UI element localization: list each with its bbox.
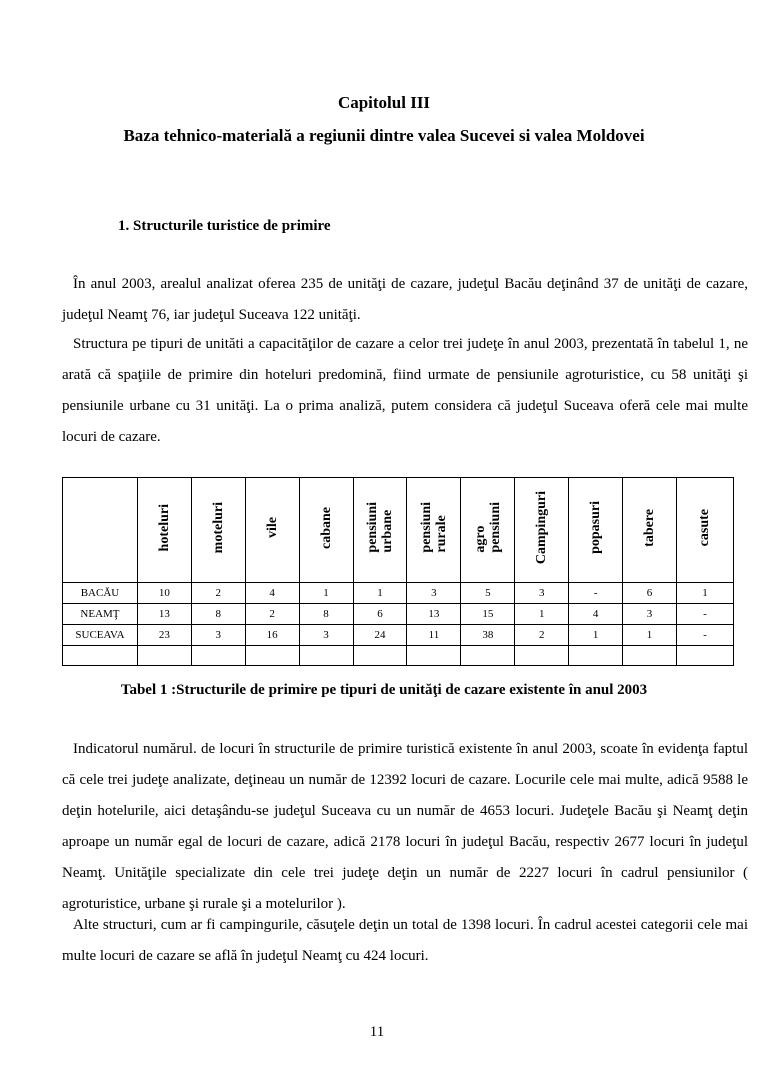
table-empty-cell: [623, 646, 677, 666]
column-header: [137, 478, 191, 583]
accommodation-table: [62, 477, 734, 666]
table-empty-cell: [569, 646, 623, 666]
table-cell: 4: [245, 583, 299, 604]
column-header-label: hoteluri: [156, 503, 172, 552]
column-header: [515, 478, 569, 583]
table-cell: 3: [299, 625, 353, 646]
table-row: [63, 583, 734, 604]
table-cell: 3: [191, 625, 245, 646]
column-header: [676, 478, 733, 583]
table-empty-cell: [461, 646, 515, 666]
table-empty-row: [63, 646, 734, 666]
table-empty-cell: [191, 646, 245, 666]
column-header: [353, 478, 407, 583]
page-number: 11: [369, 1024, 385, 1040]
table-cell: 8: [191, 604, 245, 625]
column-header-label: agro pensiuni: [472, 502, 503, 553]
paragraph-other-structures: Alte structuri, cum ar fi campingurile, căsuţele deţin un total de 1398 locuri. În cadrul acestei categorii cele mai multe locuri de cazare se află în judeţul Neamţ cu 424 locuri.: [62, 917, 748, 964]
column-header-label: popasuri: [588, 501, 604, 554]
column-header: [299, 478, 353, 583]
chapter-title: Baza tehnico-materială a regiunii dintre valea Sucevei si valea Moldovei: [123, 126, 645, 145]
column-header-label: moteluri: [210, 501, 226, 554]
table-cell: 3: [407, 583, 461, 604]
table-cell: 24: [353, 625, 407, 646]
table-cell: 1: [299, 583, 353, 604]
column-header-label: tabere: [642, 508, 658, 547]
table-empty-cell: [299, 646, 353, 666]
table-cell: 13: [407, 604, 461, 625]
row-label: NEAMŢ: [63, 604, 138, 625]
column-header: [461, 478, 515, 583]
column-header: [623, 478, 677, 583]
row-label: BACĂU: [63, 583, 138, 604]
table-cell: 2: [515, 625, 569, 646]
table-empty-cell: [515, 646, 569, 666]
table-cell: -: [676, 625, 733, 646]
table-empty-cell: [137, 646, 191, 666]
table-corner-cell: [63, 478, 138, 583]
table-row: [63, 625, 734, 646]
table-cell: 10: [137, 583, 191, 604]
column-header: [569, 478, 623, 583]
table-empty-cell: [245, 646, 299, 666]
column-header-label: vile: [264, 517, 280, 538]
table-cell: 6: [623, 583, 677, 604]
table-cell: 38: [461, 625, 515, 646]
row-label: SUCEAVA: [63, 625, 138, 646]
column-header-label: casute: [697, 508, 713, 547]
table-cell: 11: [407, 625, 461, 646]
table-cell: 8: [299, 604, 353, 625]
table-cell: 1: [623, 625, 677, 646]
table-caption: Tabel 1 :Structurile de primire pe tipuri de unităţi de cazare existente în anul 2003: [120, 682, 648, 698]
column-header-label: Campinguri: [534, 490, 550, 565]
column-header-label: cabane: [318, 506, 334, 549]
table-cell: 6: [353, 604, 407, 625]
column-header: [245, 478, 299, 583]
table-empty-cell: [407, 646, 461, 666]
table-cell: -: [569, 583, 623, 604]
table-cell: 13: [137, 604, 191, 625]
table-cell: -: [676, 604, 733, 625]
table-cell: 1: [569, 625, 623, 646]
column-header-label: pensiuni urbane: [364, 502, 395, 553]
table-cell: 1: [353, 583, 407, 604]
table-cell: 23: [137, 625, 191, 646]
paragraph-places-indicator: Indicatorul numărul. de locuri în structurile de primire turistică existente în anul 2003, scoate în evidenţa faptul că cele trei judeţe analizate, deţineau un număr de 12392 locuri de cazare. Locurile cele mai multe, adică 9588 le deţin hotelurile, aici detaşându-se judeţul Suceava cu un număr de 4653 locuri. Judeţele Bacău şi Neamţ deţin aproape un număr egal de locuri de cazare, adică 2178 locuri în judeţul Bacău, respectiv 2677 locuri în judeţul Neamţ. Unităţile specializate din cele trei judeţe deţin un număr de 2227 locuri în cadrul pensiunilor ( agroturistice, urbane şi rurale şi a motelurilor ).: [62, 741, 748, 912]
table-cell: 2: [191, 583, 245, 604]
table-row: [63, 604, 734, 625]
column-header: [191, 478, 245, 583]
table-empty-cell: [353, 646, 407, 666]
chapter-number: Capitolul III: [337, 93, 431, 112]
table-cell: 2: [245, 604, 299, 625]
table-cell: 3: [515, 583, 569, 604]
table-cell: 15: [461, 604, 515, 625]
section-heading: 1. Structurile turistice de primire: [118, 218, 331, 234]
column-header-label: pensiuni rurale: [418, 502, 449, 553]
column-header: [407, 478, 461, 583]
table-cell: 1: [676, 583, 733, 604]
table-empty-cell: [676, 646, 733, 666]
paragraph-units-total: În anul 2003, arealul analizat oferea 235 de unităţi de cazare, judeţul Bacău deţinând 37 de unităţi de cazare, judeţul Neamţ 76, iar judeţul Suceava 122 unităţi.: [62, 276, 748, 323]
table-cell: 1: [515, 604, 569, 625]
table-cell: 5: [461, 583, 515, 604]
table-cell: 16: [245, 625, 299, 646]
paragraph-structure: Structura pe tipuri de unităti a capacităţilor de cazare a celor trei judeţe în anul 2003, prezentată în tabelul 1, ne arată că spaţiile de primire din hoteluri predomină, fiind urmate de pensiunile agroturistice, cu 58 unităţi şi pensiunile urbane cu 31 unităţi. La o prima analiză, putem considera că judeţul Suceava oferă cele mai multe locuri de cazare.: [62, 336, 748, 445]
table-cell: 4: [569, 604, 623, 625]
table-cell: 3: [623, 604, 677, 625]
table-header-row: [63, 478, 734, 583]
table-empty-cell: [63, 646, 138, 666]
